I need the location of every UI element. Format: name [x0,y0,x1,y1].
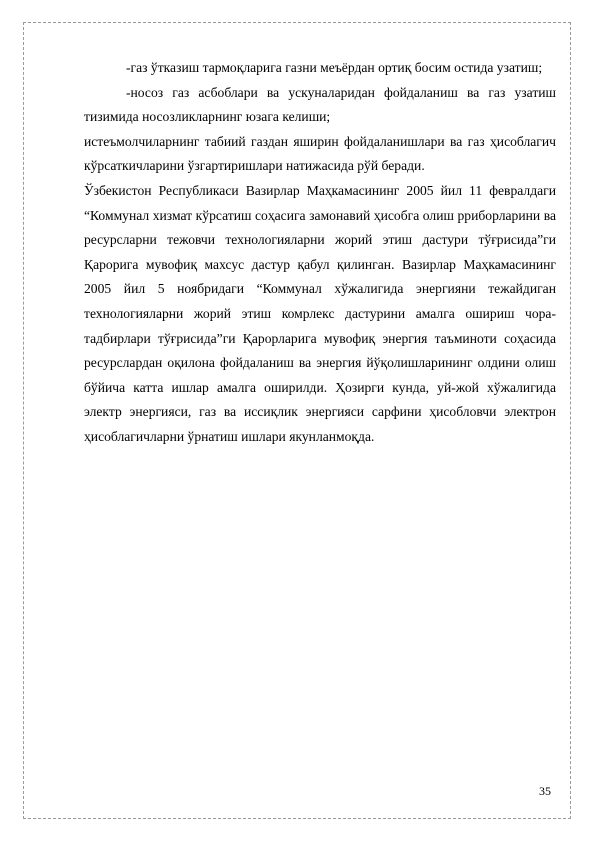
document-body [84,56,556,450]
paragraph-government-decree: Ўзбекистон Республикаси Вазирлар Маҳкамасининг 2005 йил 11 февралдаги “Коммунал хизмат кўрсатиш соҳасига замонавий ҳисобга олиш рриборларини ва ресурсларни тежовчи технологияларни жорий этиш дастури тўғрисида”ги Қарорига мувофиқ махсус дастур қабул қилинган. Вазирлар Маҳкамасининг 2005 йил 5 ноябридаги “Коммунал хўжалигида энергияни тежайдиган технологияларни жорий этиш комрлекс дастурини амалга ошириш чора-тадбирлари тўғрисида”ги Қарорларига мувофиқ энергия таъминоти соҳасида ресурслардан оқилона фойдаланиш ва энергия йўқолишларининг олдини олиш бўйича катта ишлар амалга оширилди. Ҳозирги кунда, уй-жой хўжалигида электр энергияси, газ ва иссиқлик энергияси сарфини ҳисобловчи электрон ҳисоблагичларни ўрнатиш ишлари якунланмоқда. [84,182,556,444]
paragraph-gas-pressure: -газ ўтказиш тармоқларига газни меъёрдан ортиқ босим остида узатиш; [126,60,543,75]
paragraph-faulty-equipment: -носоз газ асбоблари ва ускуналаридан фойдаланиш ва газ узатиш тизимида носозликларнинг юзага келиши; [84,84,556,125]
page-number: 35 [539,784,551,798]
paragraph-hidden-usage: истеъмолчиларнинг табиий газдан яширин фойдаланишлари ва газ ҳисоблагич кўрсаткичларини ўзгартиришлари натижасида рўй беради. [84,133,556,174]
